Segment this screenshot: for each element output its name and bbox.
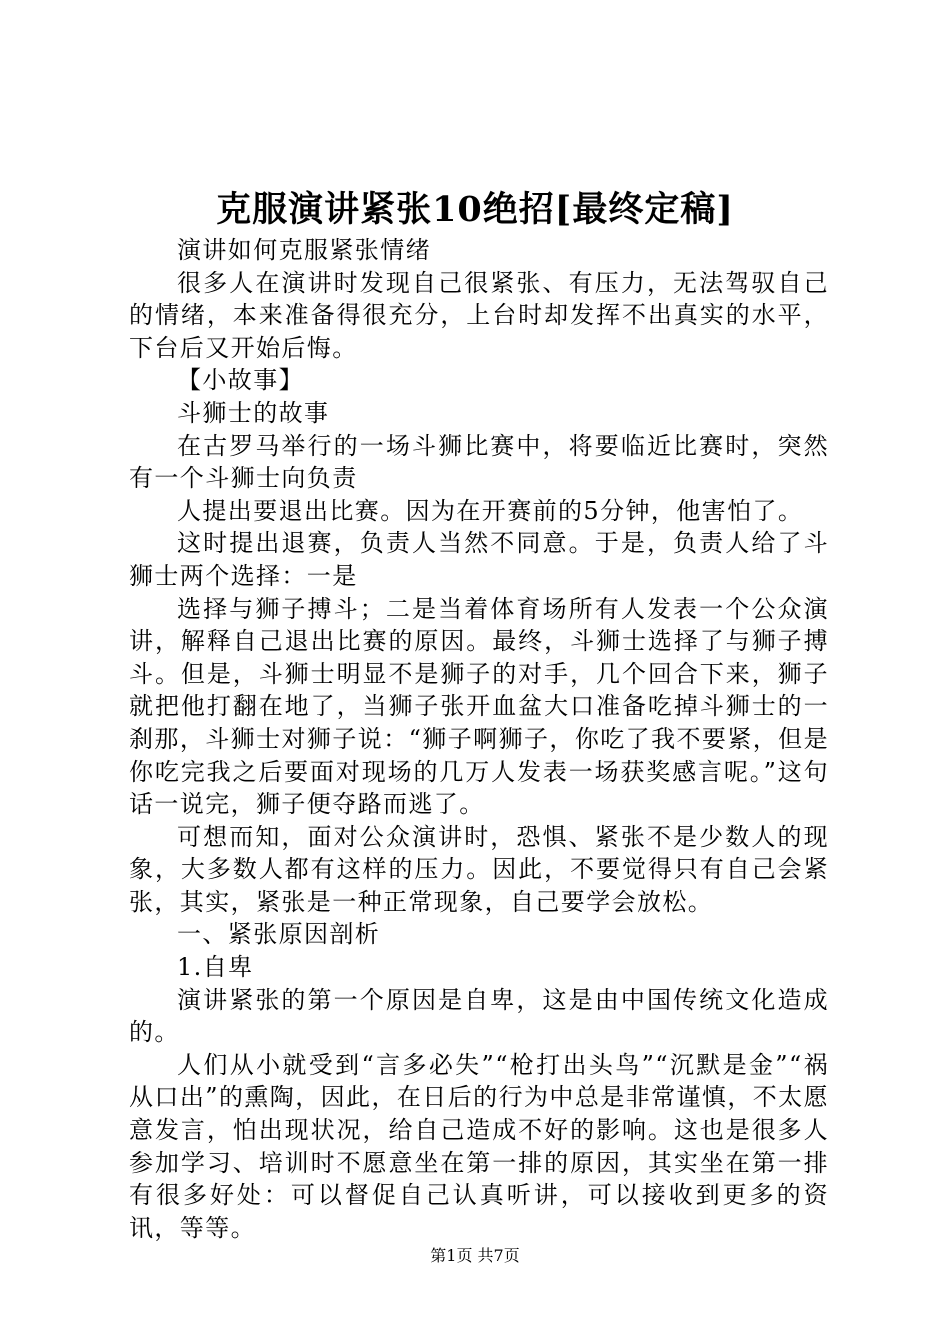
- paragraph-cause-1: 演讲紧张的第一个原因是自卑，这是由中国传统文化造成的。: [129, 985, 829, 1047]
- section-heading-causes: 一、紧张原因剖析: [177, 920, 381, 949]
- document-title: 克服演讲紧张10绝招[最终定稿]: [216, 189, 734, 230]
- paragraph-subtitle: 演讲如何克服紧张情绪: [177, 236, 431, 264]
- paragraph-intro: 很多人在演讲时发现自己很紧张、有压力，无法驾驭自己的情绪，本来准备得很充分，上台时却发挥不出真实的水平，下台后又开始后悔。: [129, 268, 829, 362]
- paragraph-conclusion: 可想而知，面对公众演讲时，恐惧、紧张不是少数人的现象，大多数人都有这样的压力。因此，不要觉得只有自己会紧张，其实，紧张是一种正常现象，自己要学会放松。: [129, 822, 829, 916]
- section-label-story: 【小故事】: [177, 366, 304, 395]
- paragraph-cause-2: 人们从小就受到“言多必失”“枪打出头鸟”“沉默是金”“祸从口出”的熏陶，因此，在日后的行为中总是非常谨慎，不太愿意发言，怕出现状况，给自己造成不好的影响。这也是很多人参加学习、培训时不愿意坐在第一排的原因，其实坐在第一排有很多好处：可以督促自己认真听讲，可以接收到更多的资讯，等等。: [129, 1050, 829, 1242]
- paragraph-story-1: 在古罗马举行的一场斗狮比赛中，将要临近比赛时，突然有一个斗狮士向负责: [129, 431, 829, 493]
- document-body: [129, 234, 829, 1244]
- page-number: 第1页 共7页: [430, 1246, 520, 1265]
- paragraph-story-4: 选择与狮子搏斗；二是当着体育场所有人发表一个公众演讲，解释自己退出比赛的原因。最终，斗狮士选择了与狮子搏斗。但是，斗狮士明显不是狮子的对手，几个回合下来，狮子就把他打翻在地了，当狮子张开血盆大口准备吃掉斗狮士的一刹那，斗狮士对狮子说：“狮子啊狮子，你吃了我不要紧，但是你吃完我之后要面对现场的几万人发表一场获奖感言呢。”这句话一说完，狮子便夺路而逃了。: [129, 594, 829, 819]
- paragraph-story-3: 这时提出退赛，负责人当然不同意。于是，负责人给了斗狮士两个选择：一是: [129, 529, 829, 590]
- paragraph-story-2: 人提出要退出比赛。因为在开赛前的5分钟，他害怕了。: [177, 496, 804, 525]
- subsection-heading-inferiority: 1.自卑: [177, 953, 254, 982]
- story-title: 斗狮士的故事: [177, 398, 330, 427]
